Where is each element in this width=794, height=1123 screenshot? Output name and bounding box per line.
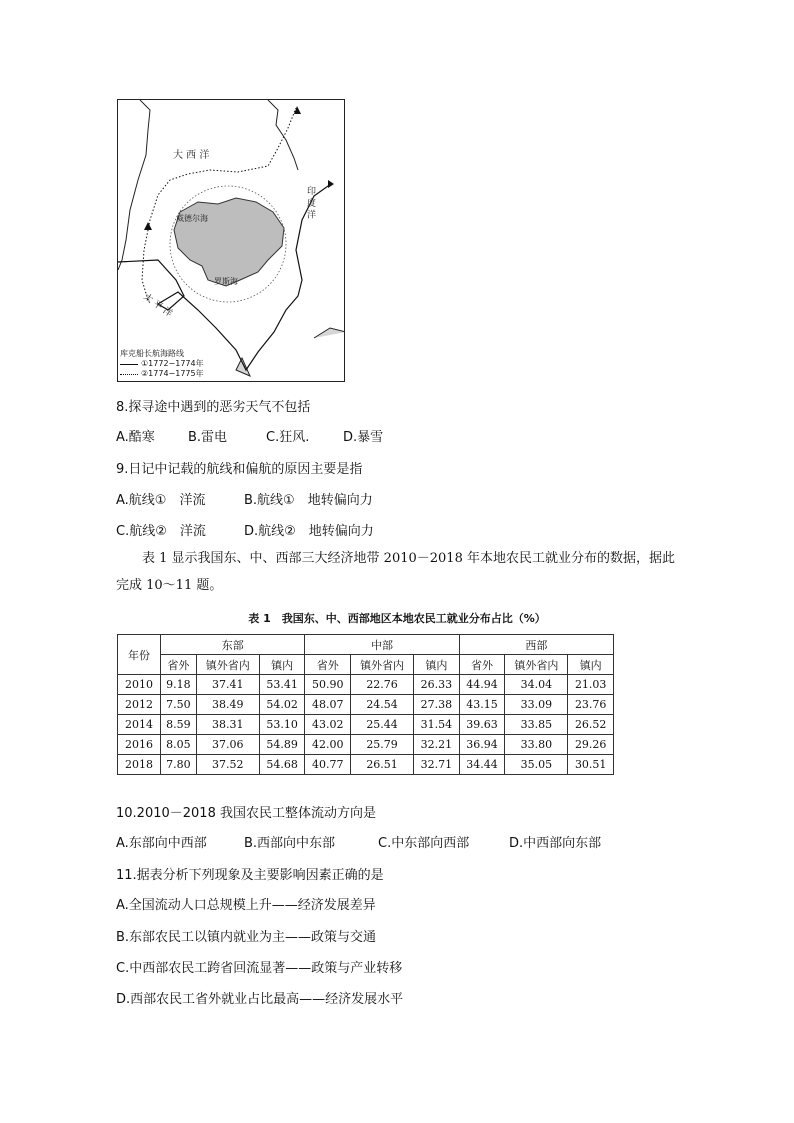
q9-option-d: D.航线② 地转偏向力 xyxy=(244,524,374,539)
region-header-east: 东部 xyxy=(161,635,305,655)
table-cell: 2010 xyxy=(118,675,161,695)
table-cell: 33.85 xyxy=(505,715,568,735)
table-cell: 40.77 xyxy=(305,755,351,775)
antarctica-landmass xyxy=(174,198,284,286)
table-cell: 21.03 xyxy=(568,675,614,695)
subheader: 镇外省内 xyxy=(351,655,414,675)
table-cell: 54.02 xyxy=(259,695,305,715)
table-cell: 37.06 xyxy=(196,735,259,755)
subheader: 省外 xyxy=(459,655,505,675)
label-ross: 罗斯海 xyxy=(214,277,238,286)
table-cell: 26.33 xyxy=(414,675,460,695)
table-cell: 38.31 xyxy=(196,715,259,735)
table-cell: 33.09 xyxy=(505,695,568,715)
q8-option-b: B.雷电 xyxy=(188,430,228,445)
q11-option-c: C.中西部农民工跨省回流显著——政策与产业转移 xyxy=(116,961,403,976)
table-row xyxy=(118,735,614,755)
region-header-west: 西部 xyxy=(459,635,613,655)
subheader: 镇外省内 xyxy=(196,655,259,675)
table-cell: 32.71 xyxy=(414,755,460,775)
table-cell: 37.52 xyxy=(196,755,259,775)
table-cell: 35.05 xyxy=(505,755,568,775)
table-cell: 26.51 xyxy=(351,755,414,775)
table-cell: 2014 xyxy=(118,715,161,735)
table-row xyxy=(118,755,614,775)
map-legend xyxy=(120,349,204,379)
table-cell: 54.68 xyxy=(259,755,305,775)
table-cell: 34.44 xyxy=(459,755,505,775)
q9-option-b: B.航线① 地转偏向力 xyxy=(244,493,373,508)
table-cell: 2016 xyxy=(118,735,161,755)
table-subheader-row xyxy=(118,655,614,675)
label-pacific: 太 平 洋 xyxy=(141,292,174,320)
legend-title: 库克船长航海路线 xyxy=(120,349,184,358)
table-cell: 26.52 xyxy=(568,715,614,735)
table-cell: 25.79 xyxy=(351,735,414,755)
route-arrow xyxy=(144,222,152,230)
table-caption: 表 1 我国东、中、西部地区本地农民工就业分布占比（%） xyxy=(248,612,546,625)
table-cell: 2012 xyxy=(118,695,161,715)
table-cell: 31.54 xyxy=(414,715,460,735)
q11-option-d: D.西部农民工省外就业占比最高——经济发展水平 xyxy=(116,992,404,1007)
table-cell: 33.80 xyxy=(505,735,568,755)
q10-option-a: A.东部向中西部 xyxy=(116,836,207,851)
table-cell: 8.59 xyxy=(161,715,197,735)
table-cell: 29.26 xyxy=(568,735,614,755)
q11-option-b: B.东部农民工以镇内就业为主——政策与交通 xyxy=(116,930,377,945)
employment-table xyxy=(117,634,614,775)
map-drawing xyxy=(118,100,345,382)
legend-route-1: ①1772−1774年 xyxy=(120,359,204,369)
subheader: 镇内 xyxy=(414,655,460,675)
q8-option-c: C.狂风. xyxy=(266,430,310,445)
table-cell: 38.49 xyxy=(196,695,259,715)
table-cell: 32.21 xyxy=(414,735,460,755)
table-row xyxy=(118,715,614,735)
q8-option-d: D.暴雪 xyxy=(343,430,384,445)
subheader: 镇外省内 xyxy=(505,655,568,675)
table-cell: 22.76 xyxy=(351,675,414,695)
africa xyxy=(268,100,298,170)
table-cell: 50.90 xyxy=(305,675,351,695)
table-cell: 34.04 xyxy=(505,675,568,695)
table-cell: 9.18 xyxy=(161,675,197,695)
table-body xyxy=(118,675,614,775)
q10-option-c: C.中东部向西部 xyxy=(378,836,470,851)
table-cell: 53.10 xyxy=(259,715,305,735)
table-cell: 43.02 xyxy=(305,715,351,735)
table-cell: 25.44 xyxy=(351,715,414,735)
table-cell: 24.54 xyxy=(351,695,414,715)
table-cell: 42.00 xyxy=(305,735,351,755)
table-row xyxy=(118,695,614,715)
table-row xyxy=(118,675,614,695)
table-header-row xyxy=(118,635,614,655)
route-arrow xyxy=(328,180,334,188)
australia xyxy=(314,328,345,338)
subheader: 镇内 xyxy=(568,655,614,675)
table-cell: 39.63 xyxy=(459,715,505,735)
table-cell: 54.89 xyxy=(259,735,305,755)
label-weddell: 威德尔海 xyxy=(176,214,208,223)
table-cell: 27.38 xyxy=(414,695,460,715)
question-10-stem: 10.2010－2018 我国农民工整体流动方向是 xyxy=(116,806,376,821)
legend-route-2: ②1774−1775年 xyxy=(120,369,204,379)
q10-option-b: B.西部向中东部 xyxy=(244,836,336,851)
table-cell: 8.05 xyxy=(161,735,197,755)
q9-option-c: C.航线② 洋流 xyxy=(116,524,206,539)
table-cell: 7.80 xyxy=(161,755,197,775)
table-cell: 37.41 xyxy=(196,675,259,695)
table-cell: 30.51 xyxy=(568,755,614,775)
table-cell: 36.94 xyxy=(459,735,505,755)
year-header: 年份 xyxy=(118,635,161,675)
subheader: 镇内 xyxy=(259,655,305,675)
table-cell: 2018 xyxy=(118,755,161,775)
antarctic-route-map xyxy=(117,99,345,382)
question-8-stem: 8.探寻途中遇到的恶劣天气不包括 xyxy=(116,400,311,415)
q9-option-a: A.航线① 洋流 xyxy=(116,493,206,508)
route-arrow xyxy=(294,106,301,114)
table-cell: 43.15 xyxy=(459,695,505,715)
question-9-stem: 9.日记中记载的航线和偏航的原因主要是指 xyxy=(116,462,363,477)
table-cell: 7.50 xyxy=(161,695,197,715)
q8-option-a: A.酷寒 xyxy=(116,430,155,445)
label-indian: 印 度 洋 xyxy=(305,186,315,219)
table-intro: 表 1 显示我国东、中、西部三大经济地带 2010－2018 年本地农民工就业分布的数据，据此完成 10～11 题。 xyxy=(116,551,675,593)
question-11-stem: 11.据表分析下列现象及主要影响因素正确的是 xyxy=(116,868,384,883)
table-cell: 23.76 xyxy=(568,695,614,715)
q10-option-d: D.中西部向东部 xyxy=(509,836,602,851)
table-cell: 44.94 xyxy=(459,675,505,695)
region-header-central: 中部 xyxy=(305,635,459,655)
table-cell: 48.07 xyxy=(305,695,351,715)
label-atlantic: 大 西 洋 xyxy=(173,150,210,161)
q11-option-a: A.全国流动人口总规模上升——经济发展差异 xyxy=(116,898,376,913)
subheader: 省外 xyxy=(161,655,197,675)
subheader: 省外 xyxy=(305,655,351,675)
table-cell: 53.41 xyxy=(259,675,305,695)
